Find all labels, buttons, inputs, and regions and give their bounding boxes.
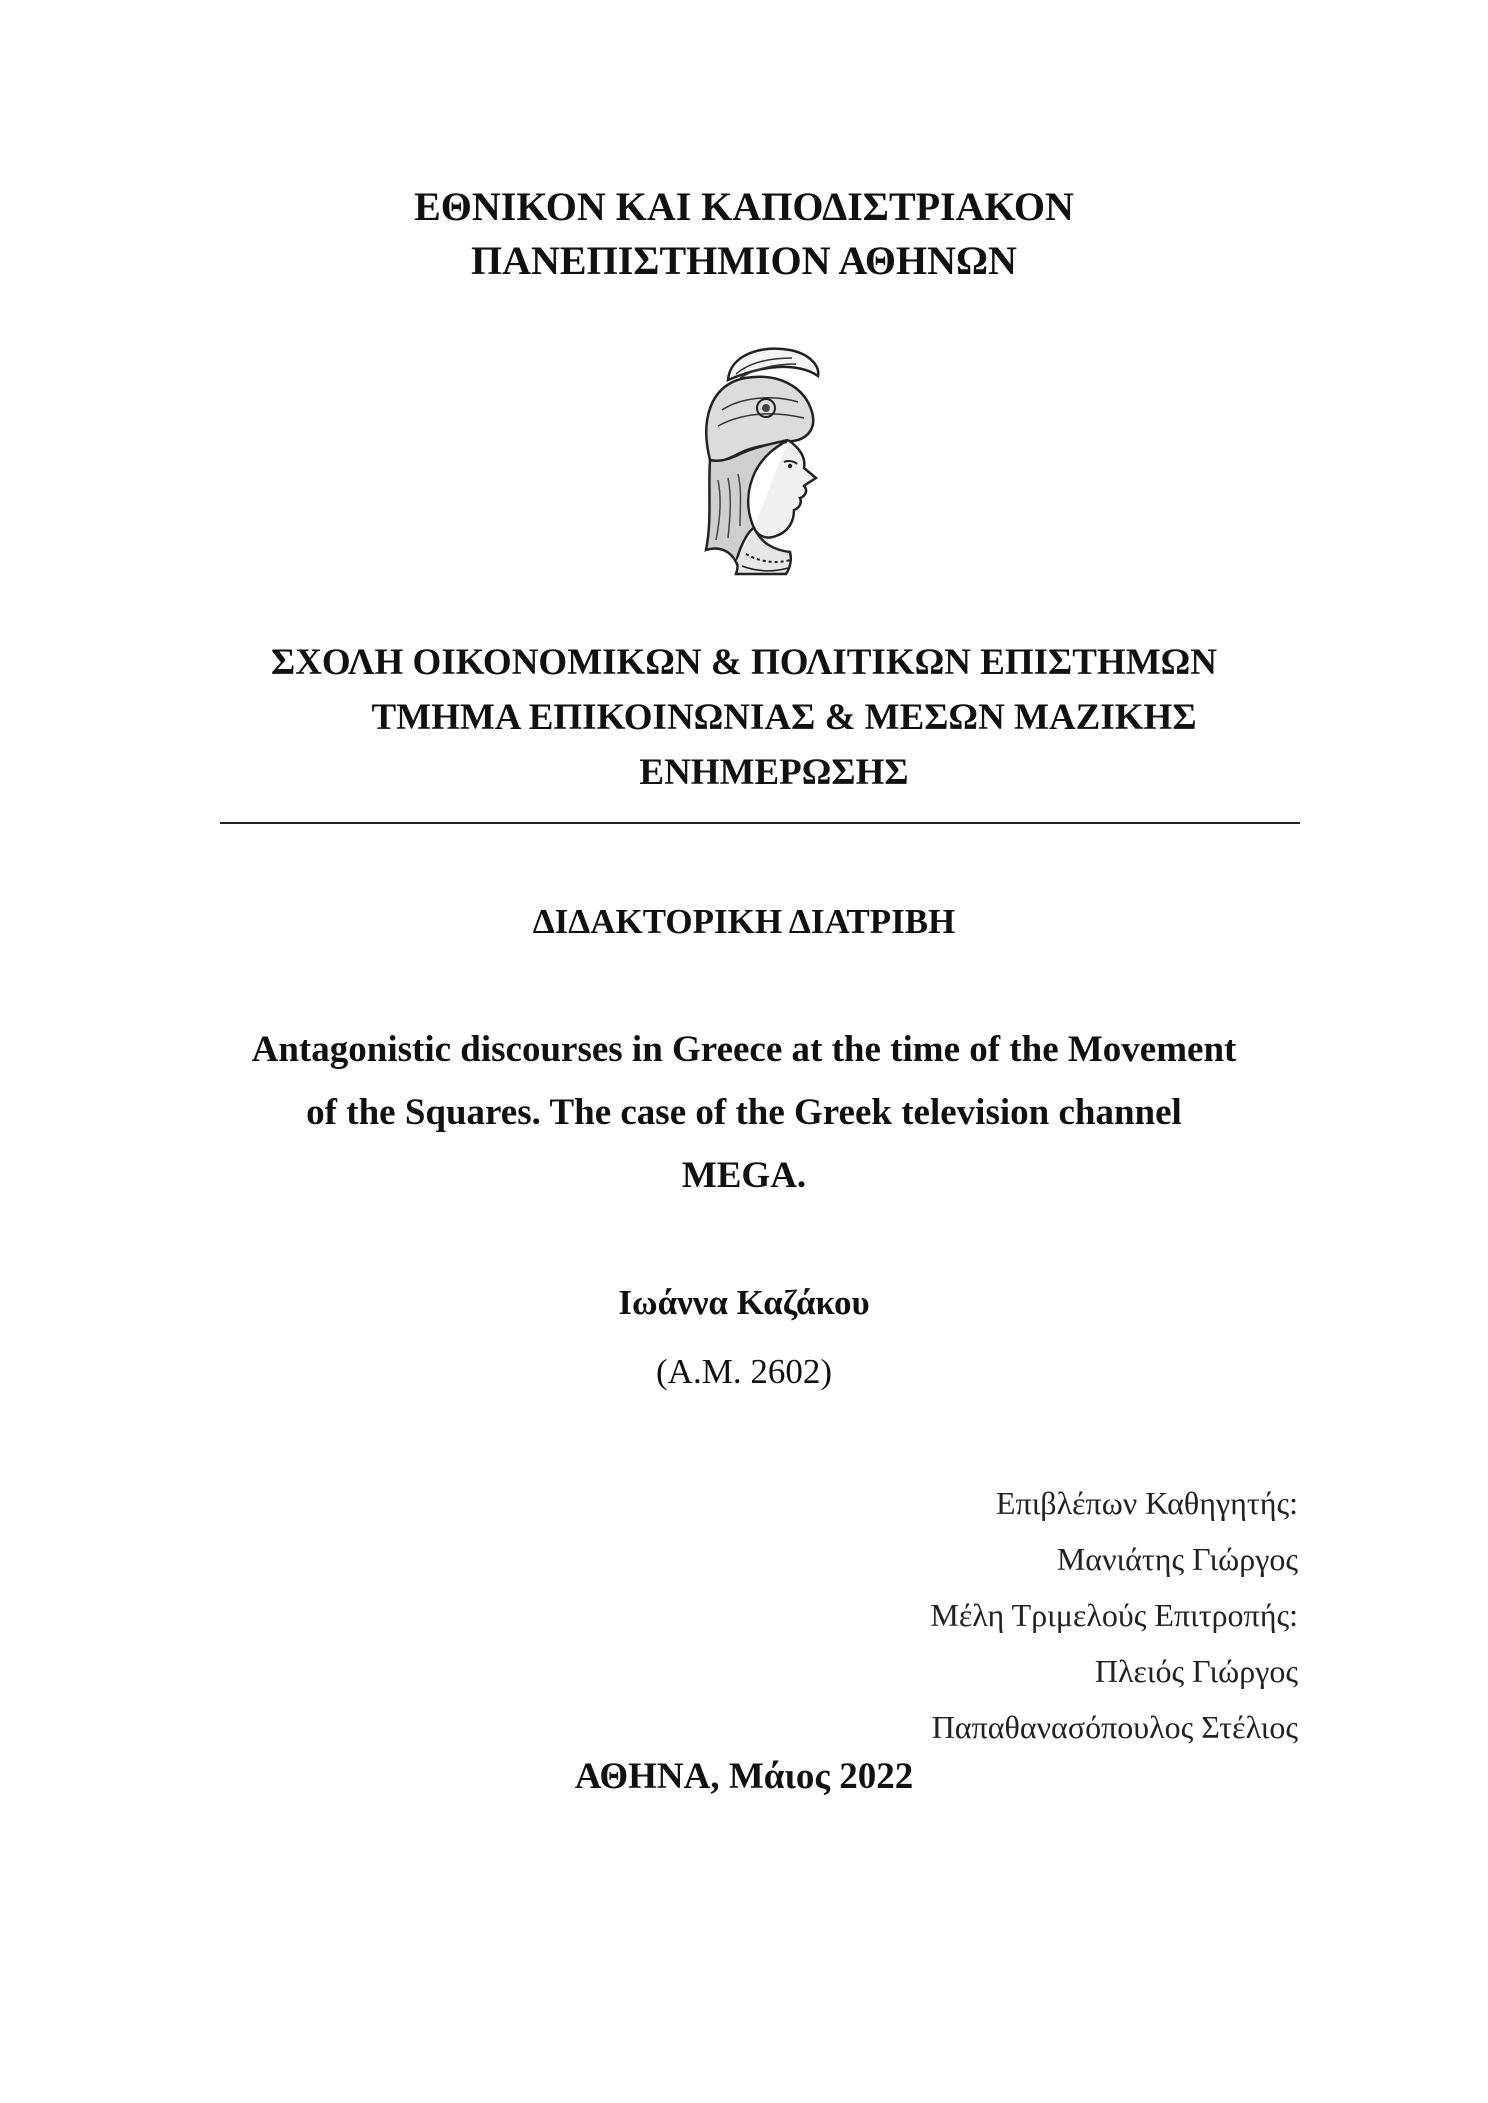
athena-helmet-emblem-icon [670, 340, 840, 578]
school-department [0, 635, 1488, 800]
author-name: Ιωάννα Καζάκου [618, 1283, 870, 1322]
horizontal-divider [220, 822, 1300, 824]
document-type: ΔΙΔΑΚΤΟΡΙΚΗ ΔΙΑΤΡΙΒΗ [532, 902, 956, 941]
supervisor-label: Επιβλέπων Καθηγητής: [995, 1485, 1298, 1521]
university-name-line-1: ΕΘΝΙΚΟΝ ΚΑΙ ΚΑΠΟΔΙΣΤΡΙΑΚΟΝ [414, 184, 1074, 229]
thesis-title-line-3: MEGA. [681, 1155, 807, 1196]
department-name-line-1: ΤΜΗΜΑ ΕΠΙΚΟΙΝΩΝΙΑΣ & ΜΕΣΩΝ ΜΑΖΙΚΗΣ [371, 697, 1197, 738]
committee-members-label: Μέλη Τριμελούς Επιτροπής: [930, 1597, 1298, 1633]
thesis-title-line-2: of the Squares. The case of the Greek television channel [306, 1092, 1182, 1133]
school-name: ΣΧΟΛΗ ΟΙΚΟΝΟΜΙΚΩΝ & ΠΟΛΙΤΙΚΩΝ ΕΠΙΣΤΗΜΩΝ [271, 642, 1217, 683]
thesis-title-line-1: Antagonistic discourses in Greece at the time of the Movement [251, 1029, 1237, 1070]
author-registration-number: (Α.Μ. 2602) [656, 1352, 832, 1391]
department-name-line-2: ΕΝΗΜΕΡΩΣΗΣ [639, 752, 909, 793]
supervisor-name: Μανιάτης Γιώργος [1056, 1541, 1298, 1577]
committee-list [930, 1475, 1298, 1755]
university-name [0, 180, 1488, 288]
committee-member-2: Παπαθανασόπουλος Στέλιος [931, 1709, 1298, 1745]
thesis-title [0, 1018, 1488, 1207]
university-name-line-2: ΠΑΝΕΠΙΣΤΗΜΙΟΝ ΑΘΗΝΩΝ [471, 238, 1017, 283]
committee-member-1: Πλειός Γιώργος [1094, 1653, 1298, 1689]
place-and-date: ΑΘΗΝΑ, Μάιος 2022 [574, 1756, 914, 1797]
